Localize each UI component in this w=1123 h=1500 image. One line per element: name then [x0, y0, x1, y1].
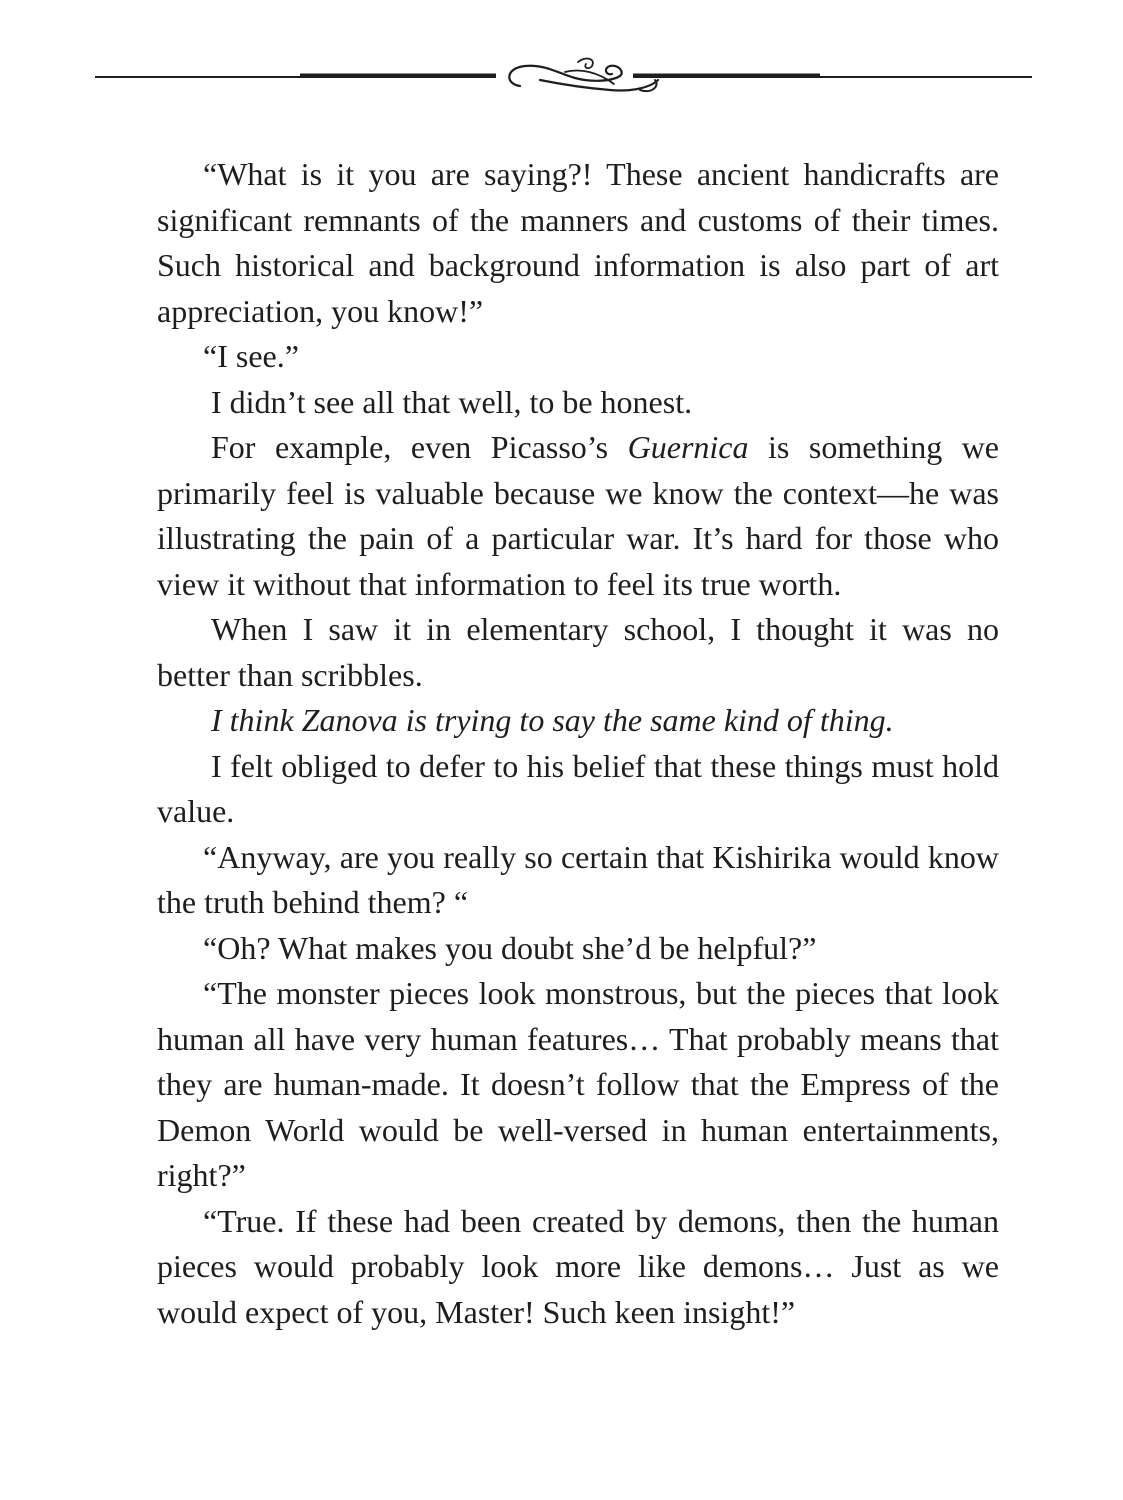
paragraph-4-before: For example, even Picasso’s — [211, 429, 628, 465]
paragraph-3: I didn’t see all that well, to be honest. — [211, 383, 693, 420]
artwork-title: Guernica — [627, 429, 749, 465]
paragraph-1: “What is it you are saying?! These ancient handicrafts are significant remnants of the manners and customs of their times. Such historical and background information is also part of art appreciation, you know!” — [157, 156, 999, 329]
paragraph-7: I felt obliged to defer to his belief that these things must hold value. — [157, 747, 999, 829]
paragraph-10: “The monster pieces look monstrous, but the pieces that look human all have very human features… That probably means that they are human-made. It doesn’t follow that the Empress of the Demon World would be well-versed in human entertainments, right?” — [157, 975, 999, 1193]
paragraph-6-thought: I think Zanova is trying to say the same kind of thing. — [211, 702, 894, 738]
paragraph-11: “True. If these had been created by demons, then the human pieces would probably look more like demons… Just as we would expect of you, Master! Such keen insight!” — [157, 1202, 999, 1330]
paragraph-2: “I see.” — [203, 338, 299, 374]
paragraph-8: “Anyway, are you really so certain that Kishirika would know the truth behind them? “ — [157, 838, 999, 920]
paragraph-5: When I saw it in elementary school, I thought it was no better than scribbles. — [157, 611, 999, 693]
paragraph-4 — [157, 425, 999, 607]
paragraph-4-after: is something we primarily feel is valuable because we know the context—he was illustrating the pain of a particular war. It’s hard for those who view it without that information to feel its true worth. — [157, 429, 1000, 602]
paragraph-9: “Oh? What makes you doubt she’d be helpful?” — [203, 929, 817, 966]
page-body — [157, 152, 999, 1335]
flourish-divider-icon — [0, 50, 1123, 110]
